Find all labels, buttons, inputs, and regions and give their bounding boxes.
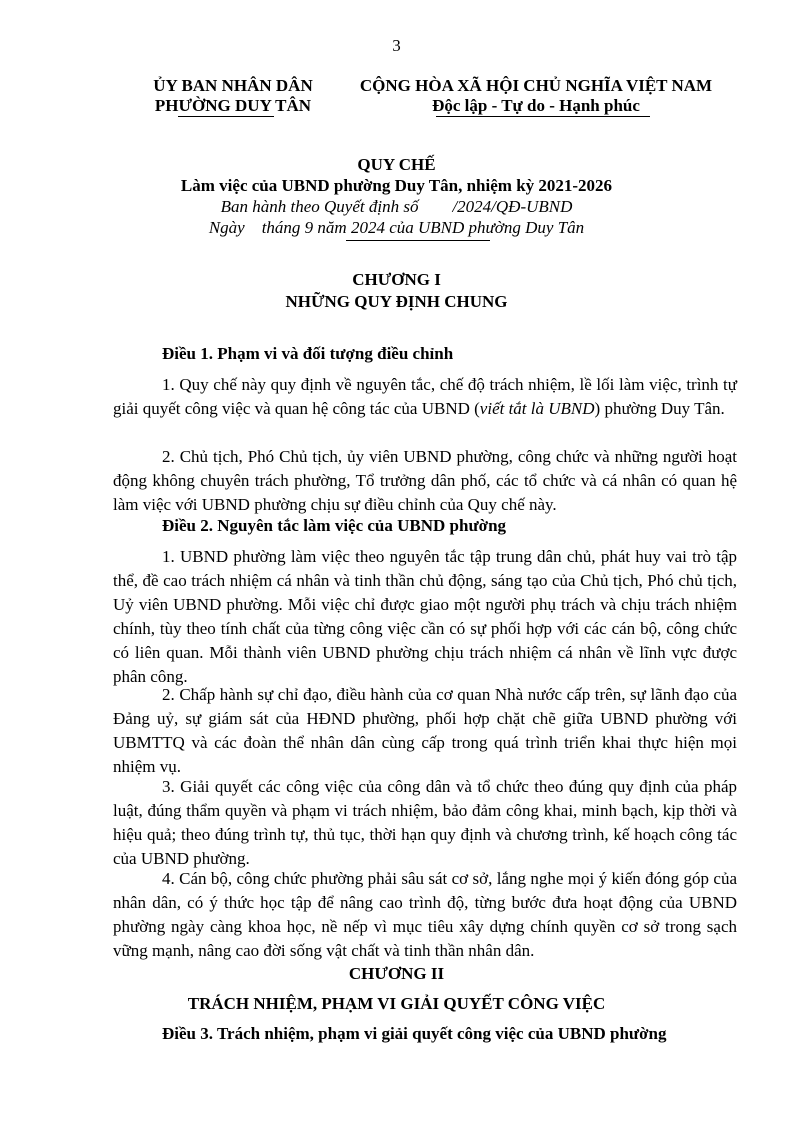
national-header (336, 76, 736, 116)
issuance-date-line: Ngày tháng 9 năm 2024 của UBND phường Duy Tân (208, 218, 585, 237)
article3-heading: Điều 3. Trách nhiệm, phạm vi giải quyết công việc của UBND phường (162, 1024, 667, 1043)
chapter1-name: NHỮNG QUY ĐỊNH CHUNG (285, 292, 508, 311)
article1-heading: Điều 1. Phạm vi và đối tượng điều chỉnh (162, 344, 454, 363)
article2-paragraph2: 2. Chấp hành sự chỉ đạo, điều hành của cơ quan Nhà nước cấp trên, sự lãnh đạo của Đảng uỷ, sự giám sát của HĐND phường, phối hợp chặt chẽ giữa UBND phường với UBMTTQ và các đoàn thể nhân dân cùng cấp trong quá trình triển khai thực hiện mọi nhiệm vụ. (113, 685, 737, 776)
nation-name: CỘNG HÒA XÃ HỘI CHỦ NGHĨA VIỆT NAM (359, 76, 713, 95)
agency-name-line2: PHƯỜNG DUY TÂN (154, 96, 312, 115)
article2-heading: Điều 2. Nguyên tắc làm việc của UBND phường (162, 516, 507, 535)
article1-paragraph2: 2. Chủ tịch, Phó Chủ tịch, ủy viên UBND phường, công chức và những người hoạt động không chuyên trách phường, Tổ trưởng dân phố, các tổ chức và cá nhân có quan hệ làm việc với UBND phường chịu sự điều chỉnh của Quy chế này. (113, 447, 737, 514)
article2-paragraph3: 3. Giải quyết các công việc của công dân và tổ chức theo đúng quy định của pháp luật, đúng thẩm quyền và phạm vi trách nhiệm, bảo đảm công khai, minh bạch, kịp thời và hiệu quả; theo đúng trình tự, thủ tục, thời hạn quy định và chương trình, kế hoạch công tác của UBND phường. (113, 777, 737, 868)
issuance-line: Ban hành theo Quyết định số /2024/QĐ-UBND (220, 197, 573, 216)
chapter1-number: CHƯƠNG I (352, 270, 441, 289)
title-underline (346, 240, 490, 241)
nation-motto: Độc lập - Tự do - Hạnh phúc (432, 96, 640, 115)
agency-name-line1: ỦY BAN NHÂN DÂN (153, 76, 313, 95)
abbreviation-note: viết tắt là UBND (479, 399, 595, 418)
chapter2-name: TRÁCH NHIỆM, PHẠM VI GIẢI QUYẾT CÔNG VIỆC (187, 994, 606, 1013)
document-title-block (0, 154, 793, 238)
page-number: 3 (392, 36, 401, 55)
motto-underline (436, 116, 650, 117)
agency-underline (178, 116, 274, 117)
agency-header (118, 76, 348, 116)
article2-paragraph1: 1. UBND phường làm việc theo nguyên tắc tập trung dân chủ, phát huy vai trò tập thể, đề cao trách nhiệm cá nhân và tinh thần chủ động, sáng tạo của Chủ tịch, Phó chủ tịch, Uỷ viên UBND phường. Mỗi việc chỉ được giao một người phụ trách và chịu trách nhiệm chính, tùy theo tính chất của từng công việc cần có sự phối hợp với các cán bộ, công chức có liên quan. Mỗi thành viên UBND phường chịu trách nhiệm cá nhân về lĩnh vực được phân công. (113, 547, 737, 686)
document-title: QUY CHẾ (357, 155, 436, 174)
chapter2-number: CHƯƠNG II (348, 964, 445, 983)
document-subtitle: Làm việc của UBND phường Duy Tân, nhiệm kỳ 2021-2026 (180, 176, 613, 195)
article2-paragraph4: 4. Cán bộ, công chức phường phải sâu sát cơ sở, lắng nghe mọi ý kiến đóng góp của nhân dân, có ý thức học tập để nâng cao trình độ, từng bước đưa hoạt động của UBND phường ngày càng khoa học, nề nếp vì mục tiêu xây dựng chính quyền cơ sở trong sạch vững mạnh, nâng cao đời sống vật chất và tinh thần nhân dân. (113, 869, 737, 960)
article1-paragraph1: 1. Quy chế này quy định về nguyên tắc, chế độ trách nhiệm, lề lối làm việc, trình tự giải quyết công việc và quan hệ công tác của UBND (viết tắt là UBND) phường Duy Tân. (113, 375, 737, 418)
